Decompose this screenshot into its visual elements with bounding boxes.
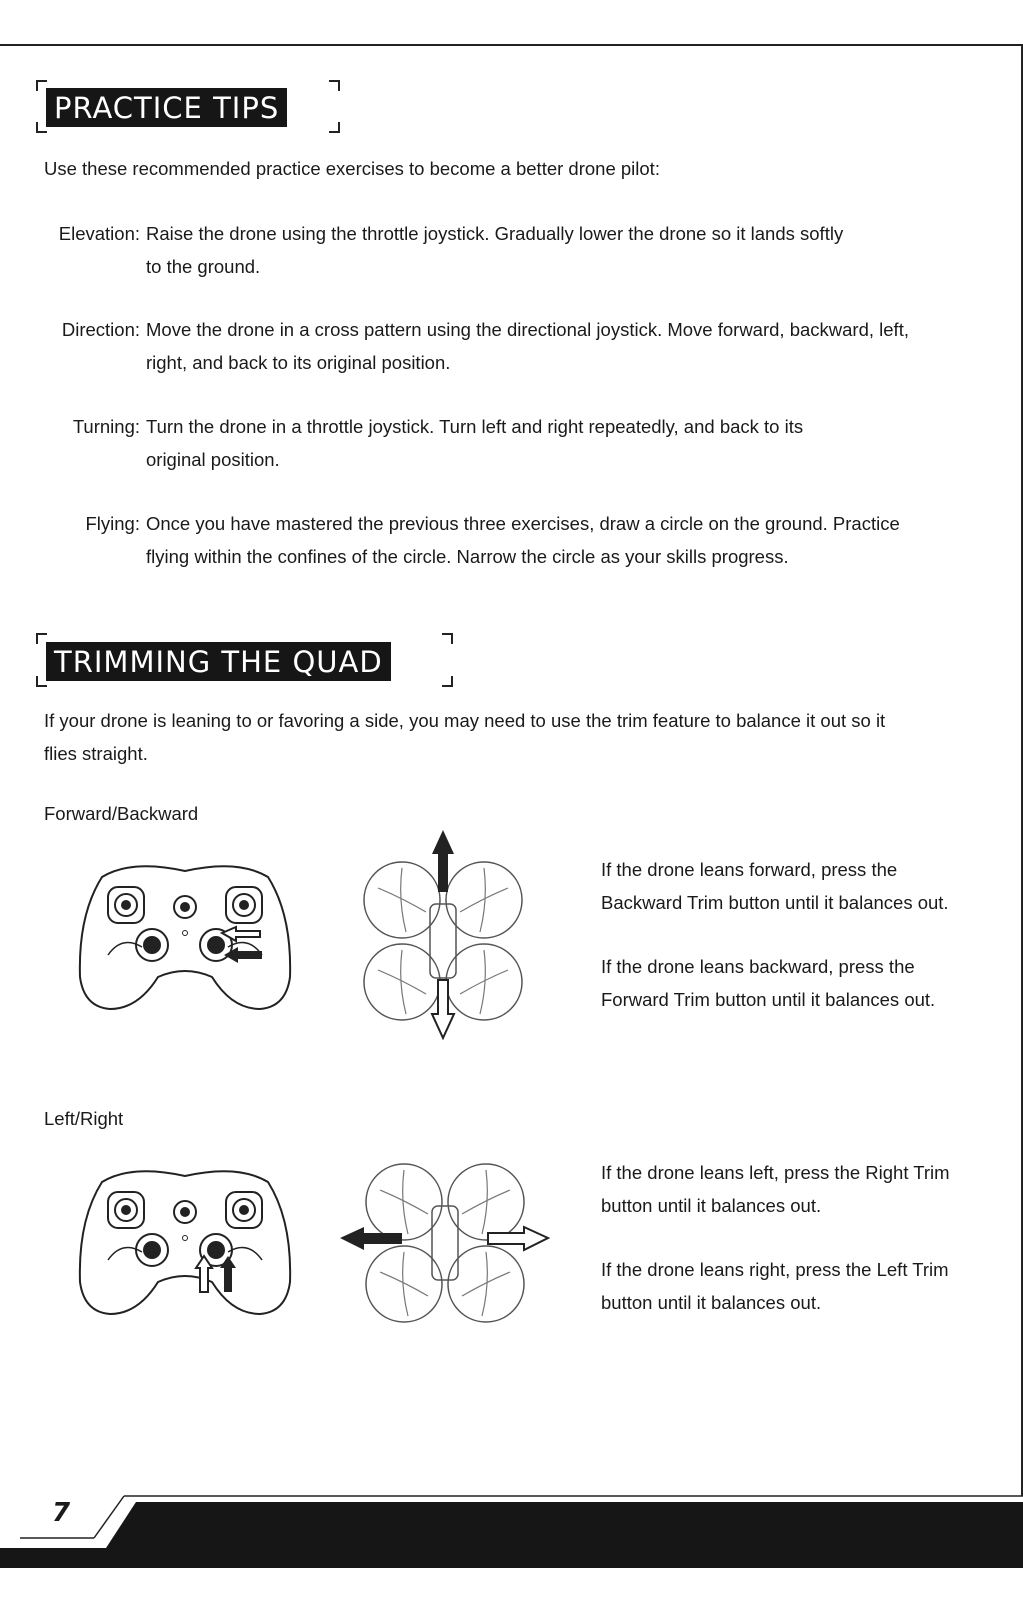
practice-item-text: right, and back to its original position. xyxy=(146,352,451,373)
trimming-title: TRIMMING THE QUAD xyxy=(46,642,391,681)
practice-item-text: Move the drone in a cross pattern using the directional joystick. Move forward, backward, left, xyxy=(146,319,909,340)
controller-left-right-illustration xyxy=(72,1160,298,1322)
practice-item-label: Flying: xyxy=(85,513,140,534)
practice-item-text: Raise the drone using the throttle joystick. Gradually lower the drone so it lands softly xyxy=(146,223,844,244)
practice-item-label: Turning: xyxy=(72,416,140,437)
forward-backward-label: Forward/Backward xyxy=(44,803,199,824)
lr-text-2-line1: If the drone leans right, press the Left Trim xyxy=(601,1259,949,1280)
practice-item-text: original position. xyxy=(146,449,280,470)
practice-tips-title: PRACTICE TIPS xyxy=(46,88,287,127)
practice-item-text: Once you have mastered the previous three exercises, draw a circle on the ground. Practice xyxy=(146,513,900,534)
practice-item-text: to the ground. xyxy=(146,256,261,277)
fb-text-2-line1: If the drone leans backward, press the xyxy=(601,956,915,977)
fb-text-2-line2: Forward Trim button until it balances out. xyxy=(601,989,936,1010)
drone-left-right-illustration xyxy=(338,1158,552,1330)
practice-item-label: Direction: xyxy=(61,319,140,340)
footer-band xyxy=(0,1490,1023,1570)
practice-intro: Use these recommended practice exercises to become a better drone pilot: xyxy=(44,158,660,179)
fb-text-1-line2: Backward Trim button until it balances out. xyxy=(601,892,949,913)
practice-item-text: Turn the drone in a throttle joystick. Turn left and right repeatedly, and back to its xyxy=(146,416,804,437)
trimming-intro-line1: If your drone is leaning to or favoring a side, you may need to use the trim feature to balance it out so it xyxy=(44,710,886,731)
page-frame-top xyxy=(0,44,1023,46)
fb-text-1-line1: If the drone leans forward, press the xyxy=(601,859,898,880)
practice-item-label: Elevation: xyxy=(58,223,140,244)
practice-item-text: flying within the confines of the circle. Narrow the circle as your skills progress. xyxy=(146,546,789,567)
page-frame-right xyxy=(1021,44,1023,1496)
lr-text-2-line2: button until it balances out. xyxy=(601,1292,822,1313)
lr-text-1-line2: button until it balances out. xyxy=(601,1195,822,1216)
drone-forward-backward-illustration xyxy=(360,828,526,1040)
controller-forward-backward-illustration xyxy=(72,855,298,1017)
lr-text-1-line1: If the drone leans left, press the Right Trim xyxy=(601,1162,950,1183)
trimming-intro-line2: flies straight. xyxy=(44,743,148,764)
page-number: 7 xyxy=(52,1498,71,1528)
left-right-label: Left/Right xyxy=(44,1108,124,1129)
